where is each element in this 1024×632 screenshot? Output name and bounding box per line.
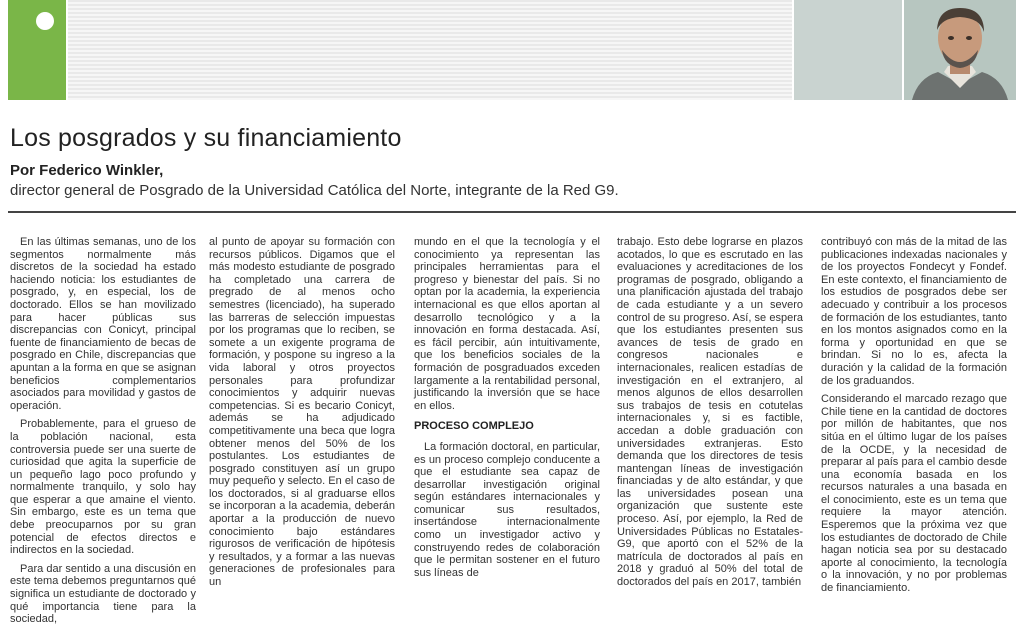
article-column-4	[617, 236, 803, 595]
author-role: director general de Posgrado de la Universidad Católica del Norte, integrante de la Red G9.	[10, 182, 619, 199]
header-banner	[0, 0, 1024, 100]
paragraph: contribuyó con más de la mitad de las publicaciones indexadas nacionales y de los proyectos Fondecyt y Fondef. En este contexto, el financiamiento de los estudios de posgrados debe ser adecuado y contribuir a los procesos de formación de los estudiantes, tanto en los montos asignados como en la forma y oportunidad en que se brindan. Si no lo es, afecta la duración y la calidad de la formación de los graduandos.	[821, 236, 1007, 387]
paragraph: al punto de apoyar su formación con recursos públicos. Digamos que el más modesto estudiante de posgrado ha completado una carrera de pregrado de al menos ocho semestres (licenciado), ha superado las barreras de selección impuestas por los programas que lo reciben, se somete a un exigente programa de formación, y pospone su ingreso a la vida laboral y otros proyectos personales para profundizar conocimientos y adquirir nuevas competencias. Si es becario Conicyt, además se ha adjudicado competitivamente una beca que logra obtener menos del 50% de los postulantes. Los estudiantes de posgrado constituyen así un grupo muy pequeño y selecto. En el caso de los doctorados, si al graduarse ellos se incorporan a la academia, deberán aportar a la producción de nuevo conocimiento bajo estándares rigurosos de verificación de hipótesis y resultados, y a formar a las nuevas generaciones de profesionales para un	[209, 236, 395, 589]
paragraph: Considerando el marcado rezago que Chile tiene en la cantidad de doctores por millón de habitantes, que nos sitúa en el último lugar de los países de la OCDE, y la necesidad de preparar al país para el cambio desde una economía basada en los recursos naturales a una basada en el conocimiento, este es un tema que requiere la mayor atención. Esperemos que la próxima vez que los estudiantes de doctorado de Chile hagan noticia sea por su destacado aporte al conocimiento, la tecnología o la innovación, y no por problemas de financiamiento.	[821, 393, 1007, 595]
paragraph: trabajo. Esto debe lograrse en plazos acotados, lo que es escrutado en las evaluaciones y acreditaciones de los programas de posgrado, obligando a una planificación ajustada del trabajo de cada estudiante y a un severo control de su progreso. Así, se espera que los estudiantes presenten sus avances de tesis de grado en congresos nacionales e internacionales, realicen estadías de investigación en el extranjero, al menos algunos de ellos desarrollen sus trabajos de tesis en cotutelas internacionales y, si es factible, accedan a doble graduación con universidades extranjeras. Esto demanda que los directores de tesis mantengan líneas de investigación financiadas y de alto estándar, y que las universidades posean una organización que sustente este proceso. Así, por ejemplo, la Red de Universidades Públicas no Estatales-G9, que aportó con el 52% de la matrícula de doctorados al país en 2018 y graduó al 50% del total de doctorados del país en 2017, también	[617, 236, 803, 589]
title-divider	[8, 211, 1016, 213]
paragraph: En las últimas semanas, uno de los segmentos normalmente más discretos de la sociedad ha estado haciendo noticia: los estudiantes de posgrado, y, en especial, los de doctorado. Ellos se han movilizado para hacer públicas sus discrepancias con Conicyt, principal fuente de financiamiento de becas de posgrado en Chile, discrepancias que apuntan a la forma en que se asignan beneficios complementarios asociados para movilidad y gastos de operación.	[10, 236, 196, 412]
article-column-1	[10, 236, 196, 632]
article-column-5	[821, 236, 1007, 601]
author-byline: Por Federico Winkler,	[10, 162, 164, 179]
section-color-block	[8, 0, 66, 100]
author-photo	[904, 0, 1016, 100]
banner-pattern	[68, 0, 792, 100]
paragraph: Probablemente, para el grueso de la población nacional, esta controversia puede ser una suerte de curiosidad que agita la superficie de un pequeño lago poco profundo y normalmente tranquilo, y solo hay que esperar a que amaine el viento. Sin embargo, este es un tema que debe preocuparnos por su gran potencial de efectos directos e indirectos en la sociedad.	[10, 418, 196, 557]
author-portrait-icon	[904, 0, 1016, 100]
article-body	[8, 236, 1016, 626]
article-column-3	[414, 236, 600, 585]
paragraph: mundo en el que la tecnología y el conocimiento ya representan las principales herramientas para el progreso y bienestar del país. Si no optan por la academia, la experiencia internacional es que ellos aportan al desarrollo tecnológico y a la innovación en forma destacada. Así, es fácil percibir, aún intuitivamente, que los beneficios sociales de la formación de posgraduados exceden largamente a la rentabilidad personal, justificando la inversión que se hace en ellos.	[414, 236, 600, 412]
article-column-2	[209, 236, 395, 595]
section-heading: PROCESO COMPLEJO	[414, 420, 534, 433]
article-title: Los posgrados y su financiamiento	[10, 124, 402, 152]
banner-grey-block	[794, 0, 902, 100]
paragraph: Para dar sentido a una discusión en este tema debemos preguntarnos qué significa un estudiante de doctorado y qué importancia tiene para la sociedad,	[10, 562, 196, 626]
paragraph: La formación doctoral, en particular, es un proceso complejo conducente a que el estudiante sea capaz de desarrollar investigación original según estándares internacionales y comunicar sus resultados, insertándose internacionalmente como un investigador activo y construyendo redes de colaboración que le permitan sostener en el futuro sus líneas de	[414, 440, 600, 579]
circle-icon	[36, 12, 54, 30]
